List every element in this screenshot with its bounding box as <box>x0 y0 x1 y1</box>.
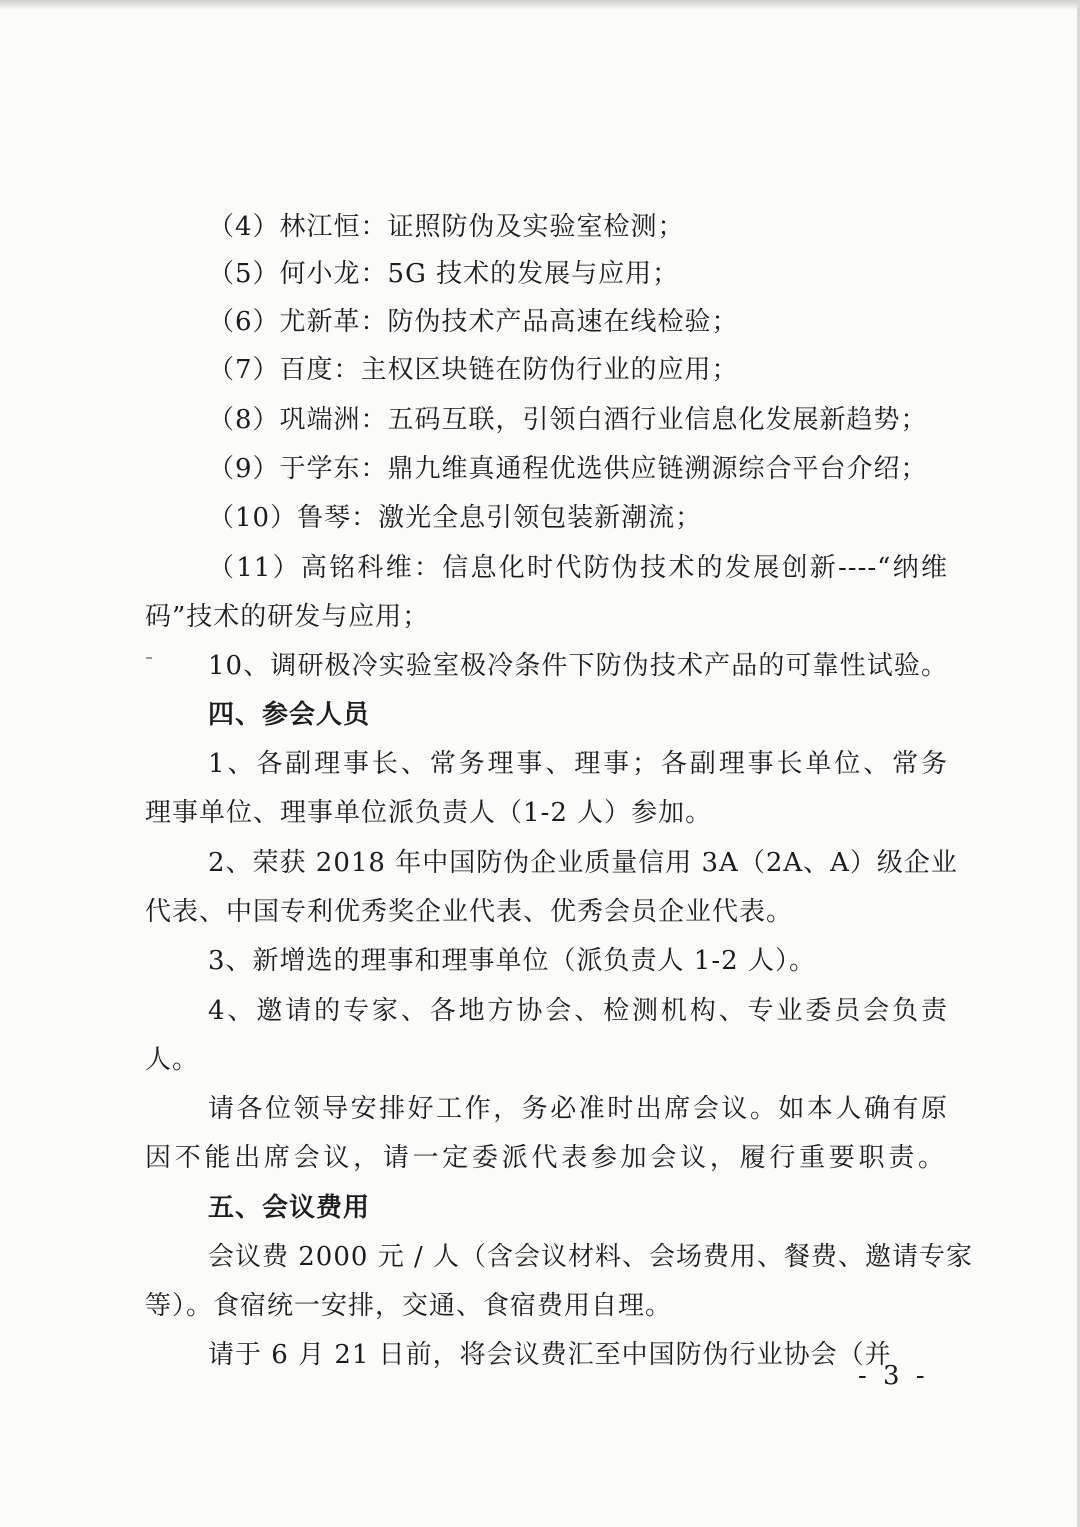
scan-top-edge <box>0 0 1080 10</box>
section-5-p2-line-1: 请于 6 月 21 日前，将会议费汇至中国防伪行业协会（并 <box>208 1340 892 1370</box>
section-5-p1-line-1: 会议费 2000 元 / 人（含会议材料、会场费用、餐费、邀请专家 <box>208 1242 973 1272</box>
item-11-line-2: 码”技术的研发与应用； <box>145 602 430 632</box>
section-4-p2-line-1: 2、荣获 2018 年中国防伪企业质量信用 3A（2A、A）级企业 <box>208 848 958 878</box>
item-9: （9）于学东：鼎九维真通程优选供应链溯源综合平台介绍； <box>208 454 928 484</box>
section-4-p4-line-1: 4、邀请的专家、各地方协会、检测机构、专业委员会负责 <box>208 996 948 1026</box>
section-4-p3: 3、新增选的理事和理事单位（派负责人 1-2 人）。 <box>208 946 816 976</box>
item-11-line-1: （11）高铭科维：信息化时代防伪技术的发展创新----“纳维 <box>208 553 948 583</box>
section-4-p1-line-1: 1、各副理事长、常务理事、理事；各副理事长单位、常务 <box>208 749 948 779</box>
item-5: （5）何小龙：5G 技术的发展与应用； <box>208 259 680 289</box>
item-7: （7）百度：主权区块链在防伪行业的应用； <box>208 355 739 385</box>
scan-speck <box>146 657 152 659</box>
section-4-p5-line-2: 因不能出席会议，请一定委派代表参加会议，履行重要职责。 <box>145 1143 945 1173</box>
page-number: - 3 - <box>858 1361 929 1391</box>
section-4-p4-line-2: 人。 <box>145 1045 200 1075</box>
item-6: （6）尤新革：防伪技术产品高速在线检验； <box>208 307 739 337</box>
section-5-heading: 五、会议费用 <box>208 1193 371 1223</box>
item-10-speaker: （10）鲁琴：激光全息引领包装新潮流； <box>208 503 703 533</box>
item-8: （8）巩端洲：五码互联，引领白酒行业信息化发展新趋势； <box>208 405 928 435</box>
item-4: （4）林江恒：证照防伪及实验室检测； <box>208 212 685 242</box>
section-4-p5-line-1: 请各位领导安排好工作，务必准时出席会议。如本人确有原 <box>208 1094 948 1124</box>
agenda-item-10: 10、调研极冷实验室极冷条件下防伪技术产品的可靠性试验。 <box>208 651 948 681</box>
section-5-p1-line-2: 等）。食宿统一安排，交通、食宿费用自理。 <box>145 1291 673 1321</box>
section-4-p1-line-2: 理事单位、理事单位派负责人（1-2 人）参加。 <box>145 798 713 828</box>
section-4-p2-line-2: 代表、中国专利优秀奖企业代表、优秀会员企业代表。 <box>145 897 794 927</box>
section-4-heading: 四、参会人员 <box>208 700 371 730</box>
